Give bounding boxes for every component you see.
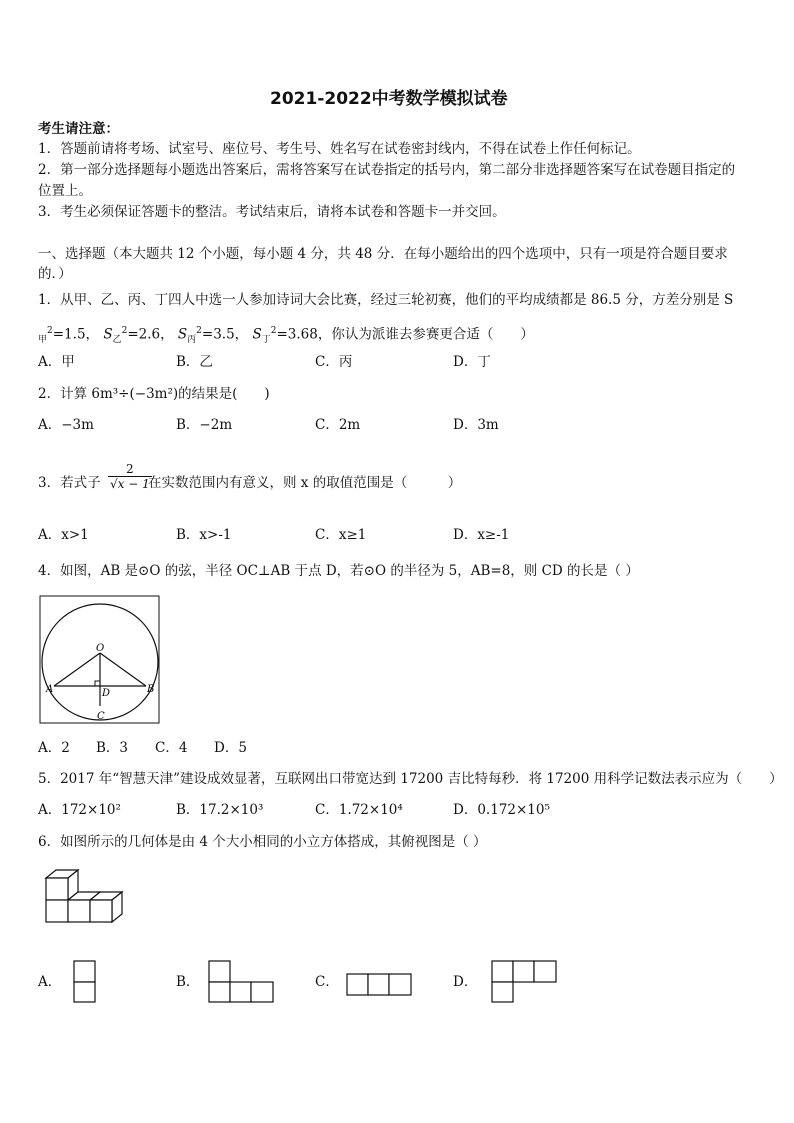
q6-option-d: D． bbox=[453, 974, 478, 990]
question-1-text: 1．从甲、乙、丙、丁四人中选一人参加诗词大会比赛，经过三轮初赛，他们的平均成绩都是 86.5 分，方差分别是 S bbox=[38, 292, 734, 308]
question-4-text: 4．如图，AB 是⊙O 的弦，半径 OC⊥AB 于点 D，若⊙O 的半径为 5，AB=8，则 CD 的长是（ ） bbox=[38, 563, 639, 579]
q6-option-a: A． bbox=[38, 974, 62, 990]
square-sup: 2 bbox=[196, 326, 202, 336]
option-d-top-view bbox=[491, 960, 559, 1004]
q1-option-c: C．丙 bbox=[315, 354, 353, 370]
square-sup: 2 bbox=[121, 326, 128, 336]
question-2-text: 2．计算 6m³÷(−3m²)的结果是( ) bbox=[38, 386, 270, 402]
q4-option-d: D．5 bbox=[214, 740, 247, 756]
square-sup: 2 bbox=[270, 326, 277, 336]
q3-option-c: C．x≥1 bbox=[315, 527, 367, 543]
q2-option-d: D．3m bbox=[453, 417, 499, 433]
variance-ding-val: =3.68，你认为派谁去参赛更合适（ ） bbox=[276, 326, 534, 343]
section-heading: 一、选择题（本大题共 12 个小题，每小题 4 分，共 48 分．在每小题给出的四个选项中，只有一项是符合题目要求 bbox=[38, 246, 728, 262]
q1-option-b: B．乙 bbox=[176, 354, 213, 370]
q4-option-c: C．4 bbox=[155, 740, 188, 756]
q4-option-a: A．2 bbox=[38, 740, 70, 756]
label-c: C bbox=[97, 711, 105, 722]
variance-symbol: S bbox=[252, 326, 262, 343]
q1-option-a: A．甲 bbox=[38, 354, 75, 370]
label-a: A bbox=[46, 684, 54, 695]
q2-option-a: A．−3m bbox=[38, 417, 94, 433]
circle-diagram bbox=[40, 596, 160, 726]
question-3-prefix: 3．若式子 bbox=[38, 475, 101, 491]
question-1-variances bbox=[38, 322, 534, 349]
q2-option-c: C．2m bbox=[315, 417, 361, 433]
option-c-top-view bbox=[346, 973, 414, 997]
q3-option-b: B．x>-1 bbox=[176, 527, 232, 543]
label-b: B bbox=[147, 684, 155, 695]
notice-item: 位置上。 bbox=[38, 183, 92, 199]
q3-option-a: A．x>1 bbox=[38, 527, 89, 543]
variance-yi-val: =2.6， bbox=[127, 326, 174, 343]
notice-heading: 考生请注意： bbox=[38, 121, 119, 137]
question-6-text: 6．如图所示的几何体是由 4 个大小相同的小立方体搭成，其俯视图是（ ） bbox=[38, 834, 487, 850]
q6-option-b: B． bbox=[176, 974, 200, 990]
q1-option-d: D．丁 bbox=[453, 354, 491, 370]
question-5-text: 5．2017 年“智慧天津”建设成效显著，互联网出口带宽达到 17200 吉比特每秒．将 17200 用科学记数法表示应为（ ） bbox=[38, 771, 783, 787]
variance-symbol: S bbox=[103, 326, 113, 343]
option-b-top-view bbox=[208, 960, 276, 1004]
fraction-numerator: 2 bbox=[126, 462, 134, 476]
square-sup: 2 bbox=[47, 326, 53, 336]
variance-yi-sub: 乙 bbox=[112, 335, 122, 346]
notice-item: 2．第一部分选择题每小题选出答案后，需将答案写在试卷指定的括号内，第二部分非选择题答案写在试卷题目指定的 bbox=[38, 162, 736, 178]
page-title: 2021-2022中考数学模拟试卷 bbox=[270, 89, 508, 109]
variance-symbol: S bbox=[177, 326, 188, 343]
notice-item: 1．答题前请将考场、试室号、座位号、考生号、姓名写在试卷密封线内，不得在试卷上作任何标记。 bbox=[38, 141, 641, 157]
variance-bing-sub: 丙 bbox=[187, 335, 197, 346]
q5-option-c: C．1.72×10⁴ bbox=[315, 802, 403, 818]
option-a-top-view bbox=[73, 960, 97, 1004]
notice-item: 3．考生必须保证答题卡的整洁。考试结束后，请将本试卷和答题卡一并交回。 bbox=[38, 204, 506, 220]
fraction-denominator: √x − 1 bbox=[110, 477, 150, 491]
q2-option-b: B．−2m bbox=[176, 417, 233, 433]
q5-option-b: B．17.2×10³ bbox=[176, 802, 264, 818]
variance-jia-sub: 甲 bbox=[38, 335, 48, 346]
section-heading-cont: 的．） bbox=[38, 266, 72, 282]
question-3-suffix: 在实数范围内有意义，则 x 的取值范围是（ ） bbox=[148, 475, 462, 491]
label-d: D bbox=[102, 688, 111, 699]
variance-bing-val: =3.5， bbox=[201, 326, 249, 343]
q5-option-a: A．172×10² bbox=[38, 802, 121, 818]
q6-option-c: C． bbox=[315, 974, 339, 990]
variance-jia-val: =1.5， bbox=[52, 326, 100, 343]
variance-ding-sub: 丁 bbox=[261, 335, 271, 346]
q3-option-d: D．x≥-1 bbox=[453, 527, 510, 543]
label-o: O bbox=[96, 643, 105, 654]
cube-solid-figure bbox=[44, 868, 134, 928]
fraction-expression bbox=[108, 462, 152, 492]
q4-option-b: B．3 bbox=[96, 740, 129, 756]
q5-option-d: D．0.172×10⁵ bbox=[453, 802, 550, 818]
